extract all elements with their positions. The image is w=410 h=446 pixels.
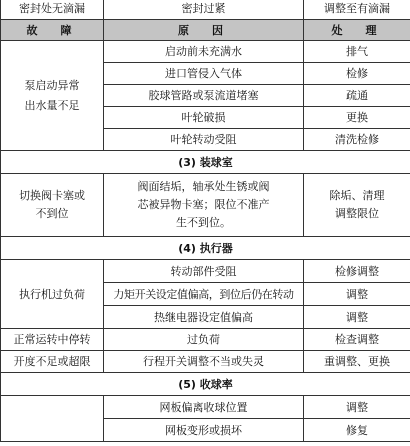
- fix-cell: 调整: [304, 396, 410, 419]
- table-row: [1, 174, 410, 237]
- fault-cell: [1, 396, 104, 442]
- fix-cell: 调整: [304, 306, 410, 329]
- cause-cell: 叶轮破损: [104, 107, 304, 129]
- header-fault: 故 障: [1, 20, 104, 41]
- table-row: [1, 329, 410, 351]
- cause-cell: 阀面结垢，轴承处生锈或阀 芯被异物卡塞；限位不准产 生不到位。: [104, 174, 304, 237]
- cause-cell: 网板变形或损坏: [104, 419, 304, 442]
- cause-cell: 启动前未充满水: [104, 41, 304, 63]
- fix-cell: 除垢、清理 调整限位: [304, 174, 410, 237]
- fix-cell: 检查调整: [304, 329, 410, 351]
- cause-cell: 行程开关调整不当或失灵: [104, 351, 304, 373]
- section-row: [1, 373, 410, 396]
- fix-cell: 清洗检修: [304, 129, 410, 151]
- fault-cell: 执行机过负荷: [1, 260, 104, 329]
- header-fix: 处 理: [304, 20, 410, 41]
- table-row: [1, 41, 410, 63]
- fault-cell: 泵启动异常 出水量不足: [1, 41, 104, 151]
- fault-cell: 切换阀卡塞或 不到位: [1, 174, 104, 237]
- fix-cell: 调整: [304, 283, 410, 306]
- header-row: [1, 20, 410, 41]
- cause-cell: 进口管侵入气体: [104, 63, 304, 85]
- cause-cell: 转动部件受阻: [104, 260, 304, 283]
- cause-cell: 过负荷: [104, 329, 304, 351]
- section-row: [1, 151, 410, 174]
- cause-cell: 胶球管路或泵流道堵塞: [104, 85, 304, 107]
- section-row: [1, 237, 410, 260]
- cause-cell: 密封过紧: [104, 0, 304, 20]
- cause-cell: 力矩开关设定值偏高，到位后仍在转动: [104, 283, 304, 306]
- table-row: [1, 396, 410, 419]
- table-row: [1, 351, 410, 373]
- fix-cell: 检修: [304, 63, 410, 85]
- fault-cell: 开度不足或超限: [1, 351, 104, 373]
- fix-cell: 调整至有滴漏: [304, 0, 410, 20]
- cause-cell: 热继电器设定值偏高: [104, 306, 304, 329]
- fix-cell: 排气: [304, 41, 410, 63]
- fix-cell: 检修调整: [304, 260, 410, 283]
- fault-cell: 密封处无滴漏: [1, 0, 104, 20]
- fix-cell: 疏通: [304, 85, 410, 107]
- fix-cell: 修复: [304, 419, 410, 442]
- table-row: [1, 260, 410, 283]
- section-title: (3) 装球室: [1, 151, 410, 174]
- fix-cell: 更换: [304, 107, 410, 129]
- section-title: (4) 执行器: [1, 237, 410, 260]
- section-title: (5) 收球率: [1, 373, 410, 396]
- cause-cell: 叶轮转动受阻: [104, 129, 304, 151]
- cause-cell: 网板偏离收球位置: [104, 396, 304, 419]
- header-cause: 原 因: [104, 20, 304, 41]
- table-row: [1, 0, 410, 20]
- fix-cell: 重调整、更换: [304, 351, 410, 373]
- fault-cell: 正常运转中停转: [1, 329, 104, 351]
